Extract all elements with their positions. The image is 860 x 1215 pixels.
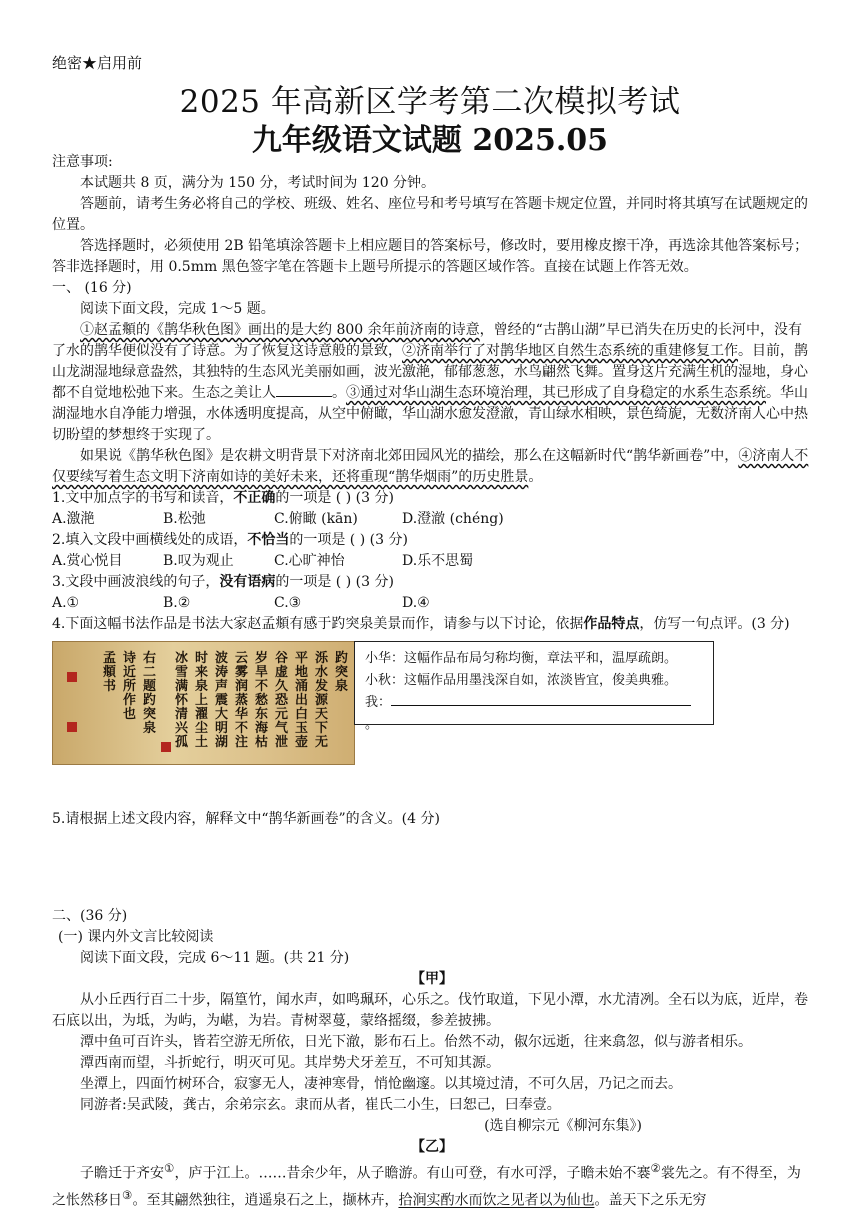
question-4 [52,614,812,635]
option-d: D.乐不思蜀 [402,553,474,569]
passage-text: 。华山湖湿地水自净能力增强，水体透明度提高，从空中俯瞰，华山湖水愈发澄澈，青山绿水相映，景色绮旎，无数济南人心中热切盼望的梦想终于实现了。 [52,385,808,443]
calligraphy-column: 云雾润蒸华不注 [235,651,249,750]
question-4-figure [52,637,812,809]
question-2 [52,530,812,551]
jia-source: (选自柳宗元《柳河东集》) [484,1118,642,1134]
yi-text: 。盖天下之乐无穷 [594,1192,707,1209]
calligraphy-column: 波涛声震大明湖 [215,651,229,750]
passage-text: ，曾经的“古鹊山湖”早已消失在历史的长河中，没有了水的鹊华便似没有了诗意。为了恢复这诗意般的景致， [52,322,802,359]
option-b: B.叹为观止 [163,553,234,569]
note-item: 答题前，请考生务必将自己的学校、班级、姓名、座位号和考号填写在答题卡规定位置，并同时将其填写在试题规定的位置。 [52,196,808,233]
jia-paragraph: 潭中鱼可百许头，皆若空游无所依，日光下澈，影布石上。佁然不动，俶尔远逝，往来翕忽，似与游者相乐。 [80,1034,752,1050]
option-c: C.心旷神怡 [274,553,345,569]
exam-title: 2025 年高新区学考第二次模拟考试 [179,84,681,120]
question-stem: 1.文中加点字的书写和读音， [52,490,234,506]
question-tail: 的一项是 ( ) (3 分) [289,532,408,548]
jia-paragraph: 同游者:吴武陵，龚古，余弟宗玄。隶而从者，崔氏二小生，曰恕己，曰奉壹。 [80,1097,561,1113]
option-d: D.澄澈 (chéng) [402,511,504,527]
question-stem: 3.文段中画波浪线的句子， [52,574,220,590]
calligraphy-column: 趵突泉 [335,651,349,694]
calligraphy-column: 右二题趵突泉 [143,651,157,736]
option-b: B.② [163,595,191,611]
comment-label: 我： [365,695,392,710]
question-emphasis: 没有语病 [219,574,276,590]
exam-subtitle: 九年级语文试题 2025.05 [251,123,609,158]
seal-stamp [67,672,77,682]
question-tail: 的一项是 ( ) (3 分) [275,490,394,506]
question-stem: 4.下面这幅书法作品是书法大家赵孟頫有感于趵突泉美景而作，请参与以下讨论，依据 [52,616,584,632]
fill-blank [276,383,332,397]
passage-paragraph-2 [52,446,812,488]
jia-paragraph: 从小丘西行百二十步，隔篁竹，闻水声，如鸣珮环，心乐之。伐竹取道，下见小潭，水尤清冽。全石以为底，近岸，卷石底以出，为坻，为屿，为嵁，为岩。青树翠蔓，蒙络摇缀，参差披拂。 [52,992,808,1029]
yi-text: 子瞻迁于齐安 [80,1165,164,1182]
jia-paragraph: 潭西南而望，斗折蛇行，明灭可见。其岸势犬牙差互，不可知其源。 [80,1055,500,1071]
yi-text: 裳先之。有不得至，为之怅然移日 [52,1165,801,1209]
seal-stamp [67,722,77,732]
question-tail: ，仿写一句点评。(3 分) [639,616,790,632]
question-1 [52,488,812,509]
option-d: D.④ [402,595,430,611]
calligraphy-column: 岁旱不愁东海枯 [255,651,269,750]
underlined-sentence: 拾涧实酌水而饮之见者以为仙也 [398,1192,595,1209]
question-tail: 的一项是 ( ) (3 分) [275,574,394,590]
passage-text: 。 [332,385,346,401]
wavy-sentence-2: ②济南举行了对鹊华地区自然生态系统的重建修复工作 [402,343,738,359]
comment-xiaoqiu: 小秋：这幅作品用墨浅深自如，浓淡皆宜，俊美典雅。 [365,673,678,688]
footnote-mark: ① [164,1161,175,1175]
option-a: A.激滟 [52,511,95,527]
section2-instruction: 阅读下面文段，完成 6～11 题。(共 21 分) [80,950,350,966]
answer-line [391,693,691,706]
wavy-sentence-3: ③通过对华山湖生态环境治理，其已形成了自身稳定的水系生态系统 [346,385,766,401]
passage-text: 如果说《鹊华秋色图》是农耕文明背景下对济南北郊田园风光的描绘，那么在这幅新时代“鹊华新画卷”中， [80,448,739,464]
calligraphy-column: 孟頫书 [103,651,117,694]
jia-paragraph: 坐潭上，四面竹树环合，寂寥无人，凄神寒骨，悄怆幽邃。以其境过清，不可久居，乃记之而去。 [80,1076,682,1092]
option-c: C.俯瞰 (kān) [274,511,358,527]
question-1-options [52,509,812,530]
note-item: 本试题共 8 页，满分为 150 分，考试时间为 120 分钟。 [80,175,436,191]
exam-body [52,152,812,1211]
end-mark: 。 [365,717,379,732]
calligraphy-column: 泺水发源天下无 [315,651,329,750]
question-emphasis: 不恰当 [247,532,290,548]
yi-text: ，庐于江上。……昔余少年，从子瞻游。有山可登，有水可浮，子瞻未始不褰 [174,1165,651,1182]
question-3-options [52,593,812,614]
comment-box [354,641,714,732]
option-a: A.赏心悦目 [52,553,123,569]
question-2-options [52,551,812,572]
passage-text: 。 [528,469,543,485]
question-emphasis: 作品特点 [583,616,640,632]
calligraphy-column: 平地涌出白玉壶 [295,651,309,750]
calligraphy-column: 时来泉上濯尘土 [195,651,209,750]
yi-text: 。至其翩然独往，逍遥泉石之上，撷林卉， [132,1192,399,1209]
question-3 [52,572,812,593]
wavy-sentence-1: ①赵孟頫的《鹊华秋色图》画出的是大约 800 余年前济南的诗意 [80,322,480,338]
calligraphy-image [52,641,355,765]
calligraphy-column: 冰雪满怀清兴孤 [175,651,189,750]
option-b: B.松弛 [163,511,206,527]
note-item: 答选择题时，必须使用 2B 铅笔填涂答题卡上相应题目的答案标号，修改时，要用橡皮擦干净，再选涂其他答案标号；答非选择题时，用 0.5mm 黑色签字笔在答题卡上题号所提示的答题区域作答。直接在试题上作答无效。 [52,238,809,275]
yi-label: 【乙】 [411,1139,453,1155]
calligraphy-column: 谷虚久恐元气泄 [275,651,289,750]
seal-stamp [161,742,171,752]
option-a: A.① [52,595,80,611]
footnote-mark: ③ [122,1187,133,1202]
passage-text: 。目前，鹊山龙湖湿地绿意盎然，其独特的生态风光美丽如画，波光激滟，郁郁葱葱，水鸟翩然飞舞。置身这片充满生机的湿地，身心都不自觉地松弛下来。生态之美让人 [52,343,808,401]
jia-label: 【甲】 [411,971,453,987]
comment-mine [365,692,703,736]
question-stem: 2.填入文段中画横线处的成语， [52,532,248,548]
option-c: C.③ [274,595,302,611]
section2-heading: 二、(36 分) [52,908,128,924]
section2-sub: (一) 课内外文言比较阅读 [58,929,214,945]
question-5: 5.请根据上述文段内容，解释文中“鹊华新画卷”的含义。(4 分) [52,811,440,827]
notes-heading: 注意事项: [52,154,113,170]
wavy-sentence-4: ④济南人不仅要续写着生态文明下济南如诗的美好未来，还将重现“鹊华烟雨”的历史胜景 [52,448,809,485]
passage-paragraph-1 [52,320,812,446]
calligraphy-column: 诗近所作也 [123,651,137,722]
section1-instruction: 阅读下面文段，完成 1～5 题。 [80,301,275,317]
question-emphasis: 不正确 [233,490,276,506]
comment-xiaohua: 小华：这幅作品布局匀称均衡，章法平和，温厚疏朗。 [365,651,678,666]
footnote-mark: ② [650,1161,661,1175]
confidential-label: 绝密★启用前 [52,54,143,72]
section1-heading: 一、 (16 分) [52,280,132,296]
yi-paragraph [52,1158,812,1211]
